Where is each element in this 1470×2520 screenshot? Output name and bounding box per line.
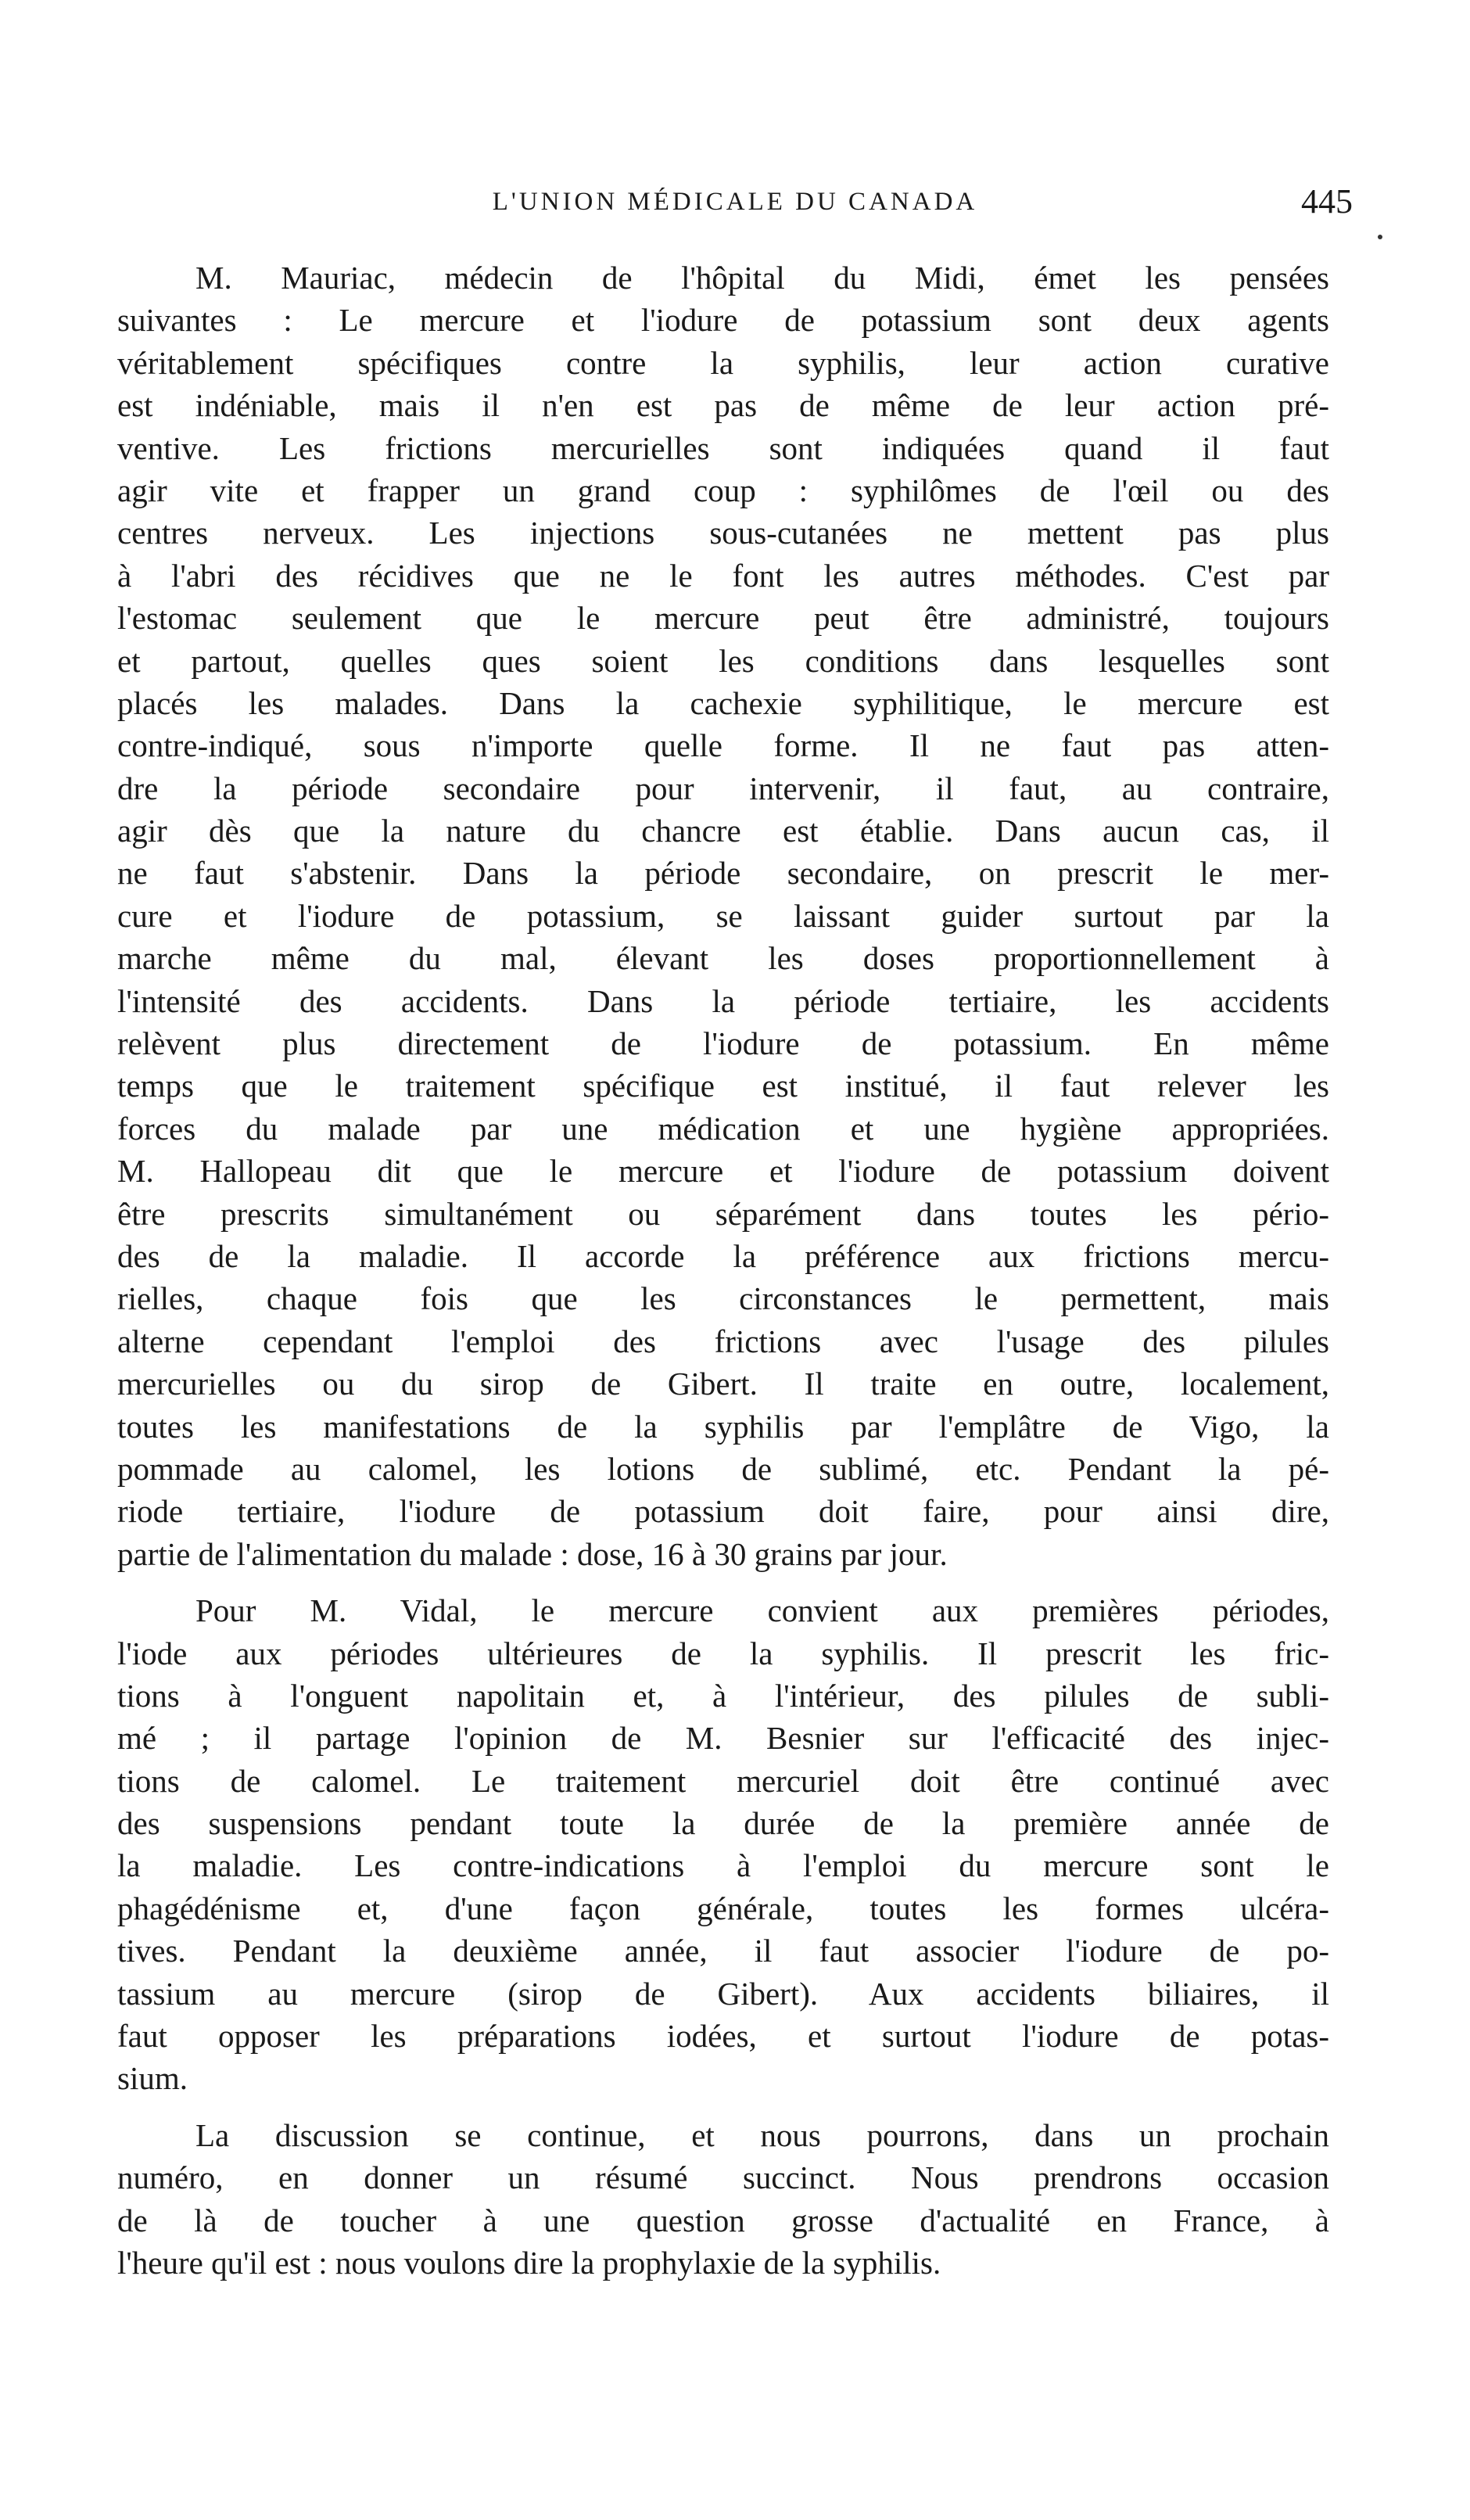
text-line: à l'abri des récidives que ne le font les autres méthodes. C'est par	[117, 557, 1329, 594]
text-line: agir dès que la nature du chancre est établie. Dans aucun cas, il	[117, 813, 1329, 849]
text-line: alterne cependant l'emploi des frictions avec l'usage des pilules	[117, 1323, 1329, 1359]
text-line: est indéniable, mais il n'en est pas de même de leur action pré-	[117, 387, 1329, 424]
text-line: l'iode aux périodes ultérieures de la syphilis. Il prescrit les fric-	[117, 1635, 1329, 1671]
text-line: tions de calomel. Le traitement mercuriel doit être continué avec	[117, 1762, 1329, 1799]
text-line: temps que le traitement spécifique est institué, il faut relever les	[117, 1068, 1329, 1104]
text-line: agir vite et frapper un grand coup : syphilômes de l'œil ou des	[117, 472, 1329, 508]
text-line: partie de l'alimentation du malade : dose, 16 à 30 grains par jour.	[117, 1535, 948, 1572]
text-line: ventive. Les frictions mercurielles sont indiquées quand il faut	[117, 429, 1329, 466]
text-line: tives. Pendant la deuxième année, il faut associer l'iodure de po-	[117, 1933, 1329, 1969]
text-line: marche même du mal, élevant les doses proportionnellement à	[117, 940, 1329, 977]
text-line: Pour M. Vidal, le mercure convient aux premières périodes,	[195, 1592, 1329, 1629]
text-line: M. Hallopeau dit que le mercure et l'iodure de potassium doivent	[117, 1153, 1329, 1190]
text-line: des suspensions pendant toute la durée de la première année de	[117, 1805, 1329, 1842]
text-line: relèvent plus directement de l'iodure de potassium. En même	[117, 1025, 1329, 1062]
text-line: mé ; il partage l'opinion de M. Besnier sur l'efficacité des injec-	[117, 1720, 1329, 1757]
text-line: pommade au calomel, les lotions de sublimé, etc. Pendant la pé-	[117, 1450, 1329, 1487]
text-line: tions à l'onguent napolitain et, à l'intérieur, des pilules de subli-	[117, 1677, 1329, 1714]
body-text	[117, 257, 1329, 2284]
text-line: cure et l'iodure de potassium, se laissant guider surtout par la	[117, 897, 1329, 934]
text-line: contre-indiqué, sous n'importe quelle forme. Il ne faut pas atten-	[117, 727, 1329, 764]
paragraph-gap	[117, 1575, 1329, 1589]
text-line: La discussion se continue, et nous pourrons, dans un prochain	[195, 2116, 1329, 2153]
page-number: 445	[1301, 182, 1353, 221]
paragraph	[117, 257, 1329, 1575]
text-line: placés les malades. Dans la cachexie syphilitique, le mercure est	[117, 684, 1329, 721]
paragraph-gap	[117, 2100, 1329, 2114]
text-line: sium.	[117, 2060, 188, 2097]
text-line: toutes les manifestations de la syphilis par l'emplâtre de Vigo, la	[117, 1408, 1329, 1445]
text-line: l'intensité des accidents. Dans la période tertiaire, les accidents	[117, 982, 1329, 1019]
text-line: et partout, quelles ques soient les conditions dans lesquelles sont	[117, 642, 1329, 679]
text-line: dre la période secondaire pour intervenir, il faut, au contraire,	[117, 770, 1329, 806]
text-line: la maladie. Les contre-indications à l'emploi du mercure sont le	[117, 1847, 1329, 1884]
text-line: riode tertiaire, l'iodure de potassium doit faire, pour ainsi dire,	[117, 1493, 1329, 1530]
text-line: suivantes : Le mercure et l'iodure de potassium sont deux agents	[117, 302, 1329, 339]
text-line: ne faut s'abstenir. Dans la période secondaire, on prescrit le mer-	[117, 855, 1329, 892]
text-line: des de la maladie. Il accorde la préférence aux frictions mercu-	[117, 1237, 1329, 1274]
running-header	[117, 182, 1353, 235]
text-line: M. Mauriac, médecin de l'hôpital du Midi, émet les pensées	[195, 260, 1329, 296]
paragraph	[117, 2114, 1329, 2285]
text-line: phagédénisme et, d'une façon générale, toutes les formes ulcéra-	[117, 1890, 1329, 1926]
text-line: véritablement spécifiques contre la syphilis, leur action curative	[117, 344, 1329, 381]
text-line: faut opposer les préparations iodées, et surtout l'iodure de potas-	[117, 2018, 1329, 2055]
text-line: l'estomac seulement que le mercure peut être administré, toujours	[117, 600, 1329, 637]
text-line: centres nerveux. Les injections sous-cutanées ne mettent pas plus	[117, 515, 1329, 551]
text-line: tassium au mercure (sirop de Gibert). Aux accidents biliaires, il	[117, 1975, 1329, 2012]
text-line: numéro, en donner un résumé succinct. Nous prendrons occasion	[117, 2159, 1329, 2196]
ink-speck	[1378, 235, 1382, 239]
text-line: mercurielles ou du sirop de Gibert. Il traite en outre, localement,	[117, 1366, 1329, 1402]
text-line: forces du malade par une médication et une hygiène appropriées.	[117, 1110, 1329, 1147]
text-line: de là de toucher à une question grosse d'actualité en France, à	[117, 2202, 1329, 2238]
text-line: être prescrits simultanément ou séparément dans toutes les pério-	[117, 1195, 1329, 1232]
paragraph	[117, 1589, 1329, 2100]
running-title: L'UNION MÉDICALE DU CANADA	[492, 188, 978, 216]
text-line: rielles, chaque fois que les circonstances le permettent, mais	[117, 1280, 1329, 1317]
text-line: l'heure qu'il est : nous voulons dire la prophylaxie de la syphilis.	[117, 2244, 941, 2281]
